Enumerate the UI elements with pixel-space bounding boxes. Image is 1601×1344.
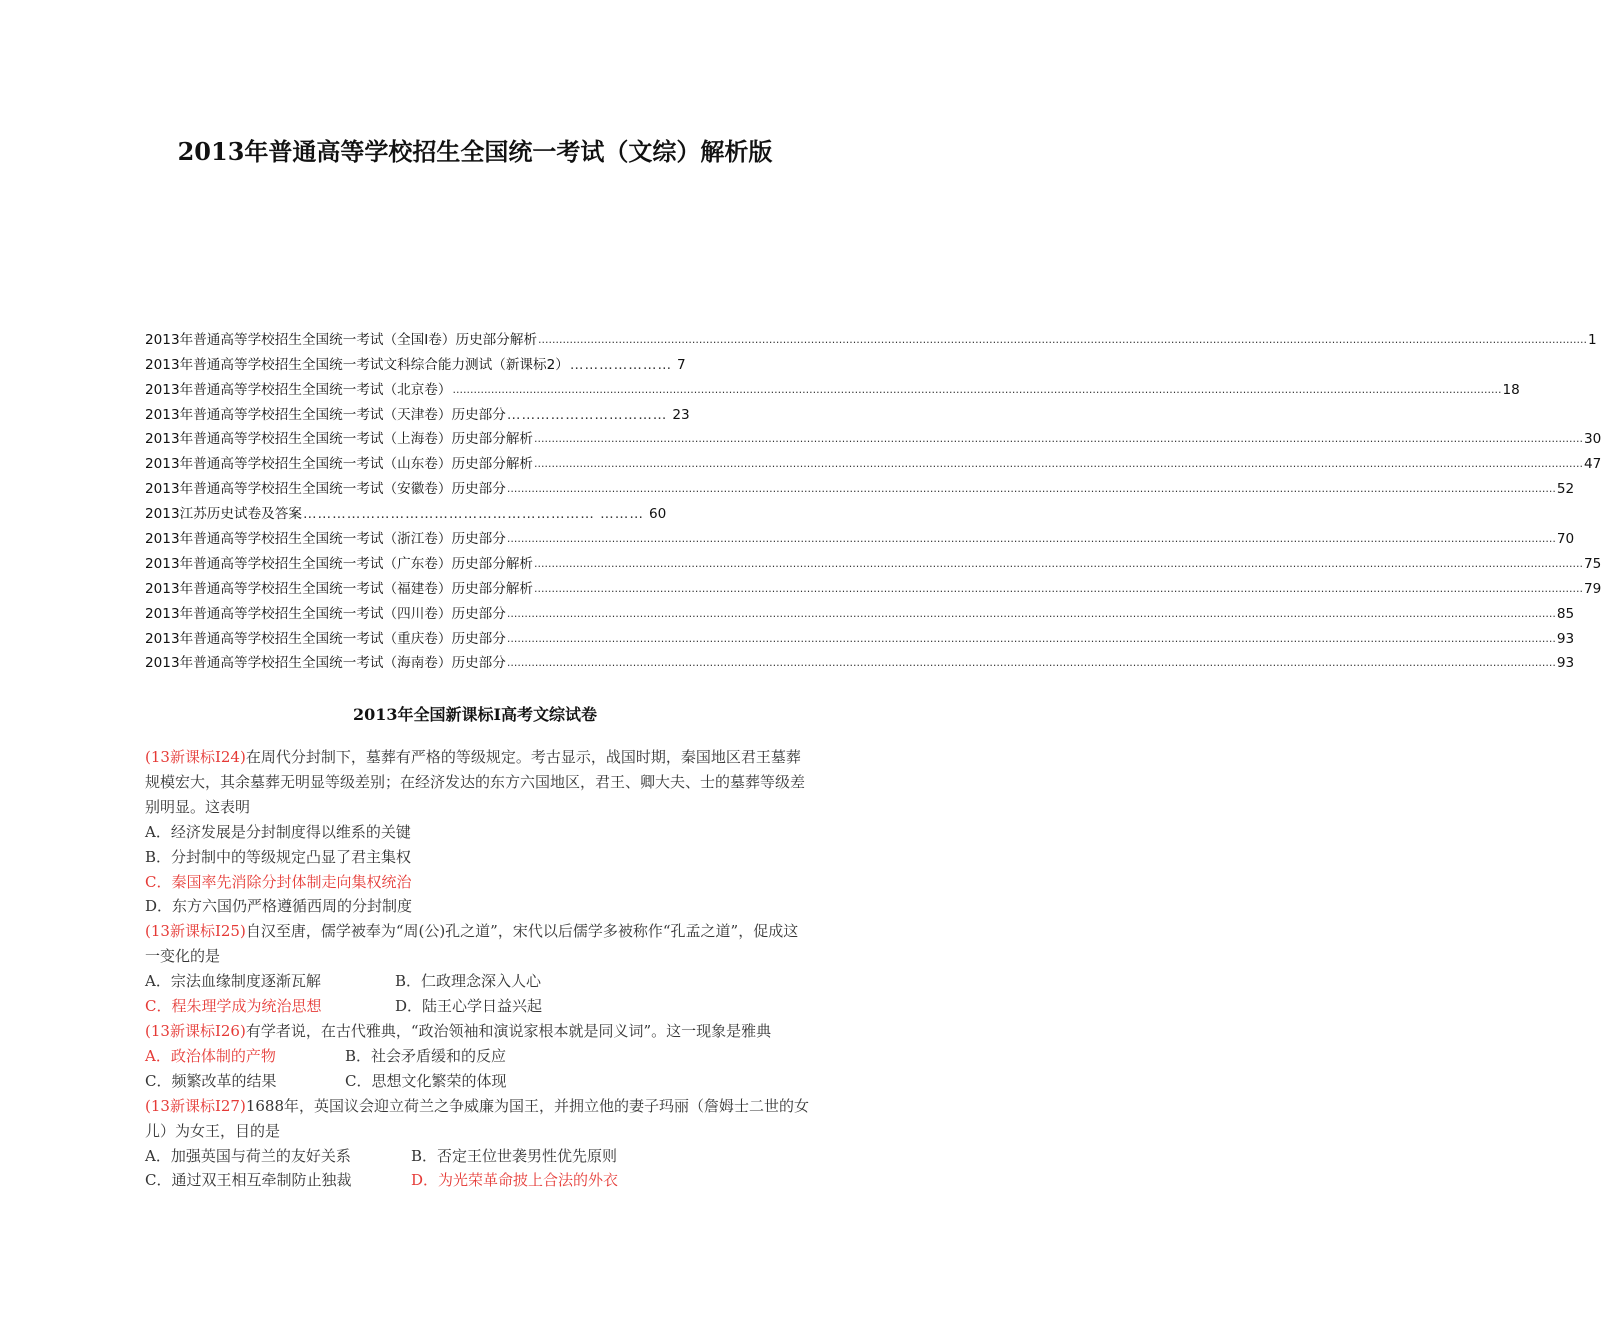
options-row: [145, 1168, 810, 1193]
toc-entry[interactable]: [145, 597, 1575, 622]
toc-entry[interactable]: [145, 497, 805, 522]
toc-entry-title: 2013年普通高等学校招生全国统一考试（浙江卷）历史部分: [145, 531, 506, 548]
section-heading: 2013年全国新课标I高考文综试卷: [352, 705, 598, 724]
toc-page-number: 93: [1556, 655, 1575, 672]
toc-page-number: 30: [1584, 431, 1601, 448]
toc-page-number: 52: [1556, 481, 1575, 498]
option-b: B．否定王位世袭男性优先原则: [411, 1146, 618, 1165]
toc-entry-title: 2013年普通高等学校招生全国统一考试（重庆卷）历史部分: [145, 630, 506, 647]
toc-entry-title: 2013年普通高等学校招生全国统一考试（海南卷）历史部分: [145, 655, 506, 672]
toc-page-number: 93: [1556, 630, 1575, 647]
options-row: [145, 969, 810, 994]
toc-leader-dots: …………………: [569, 356, 673, 373]
question-25-stem: (13新课标I25)自汉至唐，儒学被奉为“周(公)孔之道”，宋代以后儒学多被称作“孔孟之道”，促成这一变化的是: [145, 922, 799, 966]
toc-entry[interactable]: [145, 547, 1601, 572]
toc-entry[interactable]: [145, 373, 1520, 398]
options-row: [145, 1069, 810, 1094]
question-tag: (13新课标I26): [145, 1021, 246, 1040]
options-row: [145, 994, 810, 1019]
toc-page-number: 75: [1584, 555, 1601, 572]
option-c: C．通过双王相互牵制防止独裁: [145, 1171, 352, 1190]
toc-entry[interactable]: [145, 472, 1575, 498]
toc-page-number: 7: [677, 356, 686, 373]
option-d: D．东方六国仍严格遵循西周的分封制度: [145, 897, 413, 916]
toc-entry[interactable]: [145, 323, 1597, 348]
toc-entry-title: 2013年普通高等学校招生全国统一考试（山东卷）历史部分解析: [145, 456, 534, 473]
toc-entry[interactable]: [145, 622, 1575, 647]
toc-leader-dots: ……………………………: [506, 406, 668, 423]
toc-entry-title: 2013年普通高等学校招生全国统一考试（天津卷）历史部分: [145, 406, 506, 423]
toc-entry-title: 2013年普通高等学校招生全国统一考试（安徽卷）历史部分: [145, 481, 506, 498]
toc-leader-dots: ............................................................................................................................................................................................................................................................................................................: [534, 556, 1584, 570]
toc-entry-title: 2013年普通高等学校招生全国统一考试（上海卷）历史部分解析: [145, 431, 534, 448]
toc-entry[interactable]: [145, 572, 1601, 597]
question-tag: (13新课标I27): [145, 1096, 246, 1115]
question-27-stem: (13新课标I27)1688年，英国议会迎立荷兰之争威廉为国王，并拥立他的妻子玛丽（詹姆士二世的女儿）为女王，目的是: [145, 1096, 809, 1140]
toc-page-number: 23: [672, 406, 690, 423]
question-tag: (13新课标I24): [145, 748, 246, 766]
toc-entry-title: 2013年普通高等学校招生全国统一考试（北京卷）: [145, 381, 452, 398]
option-c-answer: C．程朱理学成为统治思想: [145, 997, 322, 1016]
option-b: B．仁政理念深入人心: [395, 972, 542, 991]
option-d: D．陆王心学日益兴起: [395, 997, 543, 1016]
toc-entry-title: 2013年普通高等学校招生全国统一考试（广东卷）历史部分解析: [145, 555, 534, 572]
toc-leader-dots: ............................................................................................................................................................................................................................................................................................................: [506, 482, 1556, 496]
question-26-stem: (13新课标I26)有学者说，在古代雅典，“政治领袖和演说家根本就是同义词”。这一现象是雅典: [145, 1021, 772, 1040]
toc-leader-dots: ............................................................................................................................................................................................................................................................................................................: [534, 581, 1584, 595]
option-c-answer: C．秦国率先消除分封体制走向集权统治: [145, 872, 412, 891]
toc-entry[interactable]: [145, 647, 1575, 672]
toc-entry-title: 2013年普通高等学校招生全国统一考试（福建卷）历史部分解析: [145, 580, 534, 597]
document-title: 2013年普通高等学校招生全国统一考试（文综）解析版: [177, 137, 773, 166]
toc-entry[interactable]: [145, 348, 805, 373]
toc-leader-dots: ............................................................................................................................................................................................................................................................................................................: [506, 532, 1556, 546]
options-row: [145, 1144, 810, 1169]
option-b: B．社会矛盾缓和的反应: [345, 1046, 507, 1065]
toc-entry[interactable]: [145, 522, 1575, 548]
table-of-contents: [145, 323, 1601, 672]
toc-page-number: 70: [1556, 531, 1575, 548]
toc-leader-dots: ............................................................................................................................................................................................................................................................................................................: [506, 631, 1556, 645]
option-a: A．经济发展是分封制度得以维系的关键: [145, 822, 411, 841]
toc-leader-dots: ............................................................................................................................................................................................................................................................................................................: [506, 606, 1556, 620]
toc-entry-title: 2013年普通高等学校招生全国统一考试文科综合能力测试（新课标2）: [145, 356, 569, 373]
toc-page-number: 47: [1584, 456, 1601, 473]
toc-leader-dots: ............................................................................................................................................................................................................................................................................................................: [506, 656, 1556, 670]
toc-entry[interactable]: [145, 398, 805, 423]
toc-leader-dots: ............................................................................................................................................................................................................................................................................................................: [534, 432, 1584, 446]
toc-page-number: 79: [1584, 580, 1601, 597]
toc-page-number: 85: [1556, 605, 1575, 622]
option-a-answer: A．政治体制的产物: [145, 1046, 276, 1065]
toc-leader-dots: ............................................................................................................................................................................................................................................................................................................: [534, 457, 1584, 471]
toc-entry[interactable]: [145, 423, 1601, 448]
toc-entry-title: 2013年普通高等学校招生全国统一考试（全国Ⅰ卷）历史部分解析: [145, 331, 538, 348]
toc-page-number: 18: [1502, 381, 1520, 398]
option-d: C．思想文化繁荣的体现: [345, 1071, 507, 1090]
option-d-answer: D．为光荣革命披上合法的外衣: [411, 1171, 619, 1190]
toc-leader-dots: ............................................................................................................................................................................................................................................................................................................: [452, 382, 1502, 396]
toc-entry[interactable]: [145, 447, 1601, 473]
option-c: C．频繁改革的结果: [145, 1071, 277, 1090]
question-24-stem: (13新课标I24)在周代分封制下，墓葬有严格的等级规定。考古显示，战国时期，秦国地区君王墓葬规模宏大，其余墓葬无明显等级差别；在经济发达的东方六国地区，君王、卿大夫、士的墓葬等级差别明显。这表明: [145, 748, 806, 816]
toc-page-number: 1: [1588, 331, 1597, 348]
toc-entry-title: 2013年普通高等学校招生全国统一考试（四川卷）历史部分: [145, 605, 506, 622]
option-b: B．分封制中的等级规定凸显了君主集权: [145, 847, 412, 866]
toc-leader-dots: …………………………………………………… ………: [302, 506, 644, 523]
toc-leader-dots: ............................................................................................................................................................................................................................................................................................................: [538, 332, 1588, 346]
option-a: A．宗法血缘制度逐渐瓦解: [145, 972, 321, 991]
question-body: [145, 745, 810, 1193]
toc-entry-title: 2013江苏历史试卷及答案: [145, 506, 302, 523]
option-a: A．加强英国与荷兰的友好关系: [145, 1146, 351, 1165]
question-tag: (13新课标I25): [145, 922, 246, 941]
toc-page-number: 60: [648, 506, 667, 523]
options-row: [145, 1044, 810, 1069]
